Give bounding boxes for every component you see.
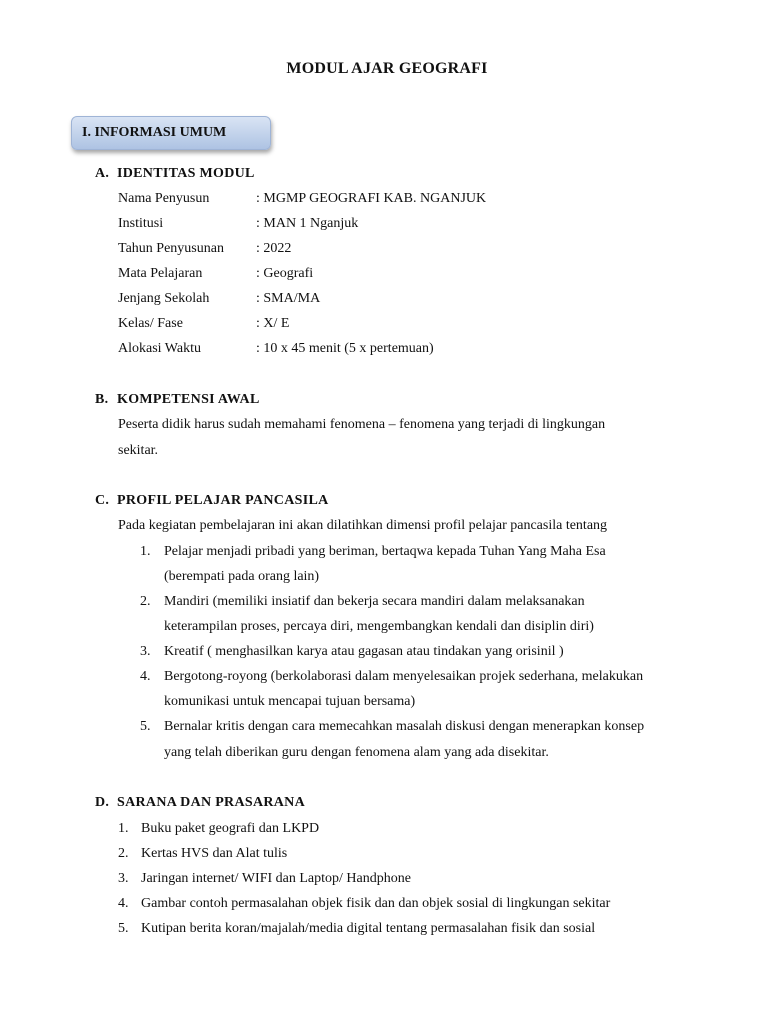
row-key: Kelas/ Fase [118, 316, 183, 331]
identity-row-institusi [118, 215, 358, 233]
list-item-line: komunikasi untuk mencapai tujuan bersama) [164, 694, 416, 709]
identity-row-kelas [118, 315, 289, 333]
list-number: 2. [118, 846, 129, 861]
row-key: Alokasi Waktu [118, 341, 201, 356]
identity-row-mata-pelajaran [118, 265, 313, 283]
heading-text: PROFIL PELAJAR PANCASILA [117, 493, 329, 508]
row-value: : SMA/MA [256, 291, 321, 306]
list-item-line: keterampilan proses, percaya diri, mengembangkan kendali dan disiplin diri) [164, 619, 594, 634]
list-item-line: Mandiri (memiliki insiatif dan bekerja secara mandiri dalam melaksanakan [164, 594, 585, 609]
list-item-line: Gambar contoh permasalahan objek fisik dan dan objek sosial di lingkungan sekitar [141, 896, 611, 911]
heading-text: KOMPETENSI AWAL [117, 392, 260, 407]
row-value: : Geografi [256, 266, 314, 281]
list-item-line: Kreatif ( menghasilkan karya atau gagasan atau tindakan yang orisinil ) [164, 644, 564, 659]
heading-kompetensi-awal [95, 391, 260, 409]
identity-row-jenjang [118, 290, 320, 308]
row-key: Tahun Penyusunan [118, 241, 224, 256]
list-number: 1. [140, 544, 151, 559]
list-item-line: Buku paket geografi dan LKPD [141, 821, 320, 836]
kompetensi-line: Peserta didik harus sudah memahami fenomena – fenomena yang terjadi di lingkungan [118, 417, 606, 432]
list-item-line: (berempati pada orang lain) [164, 569, 320, 584]
identity-row-nama-penyusun [118, 190, 486, 208]
heading-text: SARANA DAN PRASARANA [117, 795, 306, 810]
list-item-line: Pelajar menjadi pribadi yang beriman, bertaqwa kepada Tuhan Yang Maha Esa [164, 544, 606, 559]
list-number: 4. [118, 896, 129, 911]
list-item-line: Kertas HVS dan Alat tulis [141, 846, 288, 861]
list-item-line: Kutipan berita koran/majalah/media digital tentang permasalahan fisik dan sosial [141, 921, 596, 936]
list-number: 3. [118, 871, 129, 886]
row-value: : MGMP GEOGRAFI KAB. NGANJUK [256, 191, 487, 206]
list-item-line: yang telah diberikan guru dengan fenomena alam yang ada disekitar. [164, 745, 549, 760]
list-number: 2. [140, 594, 151, 609]
row-value: : MAN 1 Nganjuk [256, 216, 359, 231]
heading-sarana-prasarana [95, 794, 305, 812]
identity-row-alokasi [118, 340, 434, 358]
heading-letter: B. [95, 392, 109, 407]
row-key: Mata Pelajaran [118, 266, 203, 281]
list-number: 5. [118, 921, 129, 936]
row-value: : 10 x 45 menit (5 x pertemuan) [256, 341, 434, 356]
document-title: MODUL AJAR GEOGRAFI [286, 60, 488, 77]
heading-letter: D. [95, 795, 110, 810]
profil-intro: Pada kegiatan pembelajaran ini akan dilatihkan dimensi profil pelajar pancasila tentang [118, 518, 608, 533]
row-key: Jenjang Sekolah [118, 291, 210, 306]
heading-letter: A. [95, 166, 110, 181]
heading-text: IDENTITAS MODUL [117, 166, 255, 181]
row-value: : X/ E [256, 316, 290, 331]
section-informasi-umum-banner: I. INFORMASI UMUM [71, 116, 271, 150]
list-number: 1. [118, 821, 129, 836]
list-item-line: Jaringan internet/ WIFI dan Laptop/ Handphone [141, 871, 411, 886]
heading-profil-pelajar-pancasila [95, 492, 329, 510]
heading-letter: C. [95, 493, 110, 508]
list-item-line: Bernalar kritis dengan cara memecahkan masalah diskusi dengan menerapkan konsep [164, 719, 645, 734]
list-number: 5. [140, 719, 151, 734]
list-number: 3. [140, 644, 151, 659]
list-item-line: Bergotong-royong (berkolaborasi dalam menyelesaikan projek sederhana, melakukan [164, 669, 644, 684]
list-number: 4. [140, 669, 151, 684]
kompetensi-line: sekitar. [118, 443, 159, 458]
row-key: Institusi [118, 216, 164, 231]
row-value: : 2022 [256, 241, 292, 256]
heading-identitas-modul [95, 165, 255, 183]
identity-row-tahun [118, 240, 291, 258]
row-key: Nama Penyusun [118, 191, 210, 206]
